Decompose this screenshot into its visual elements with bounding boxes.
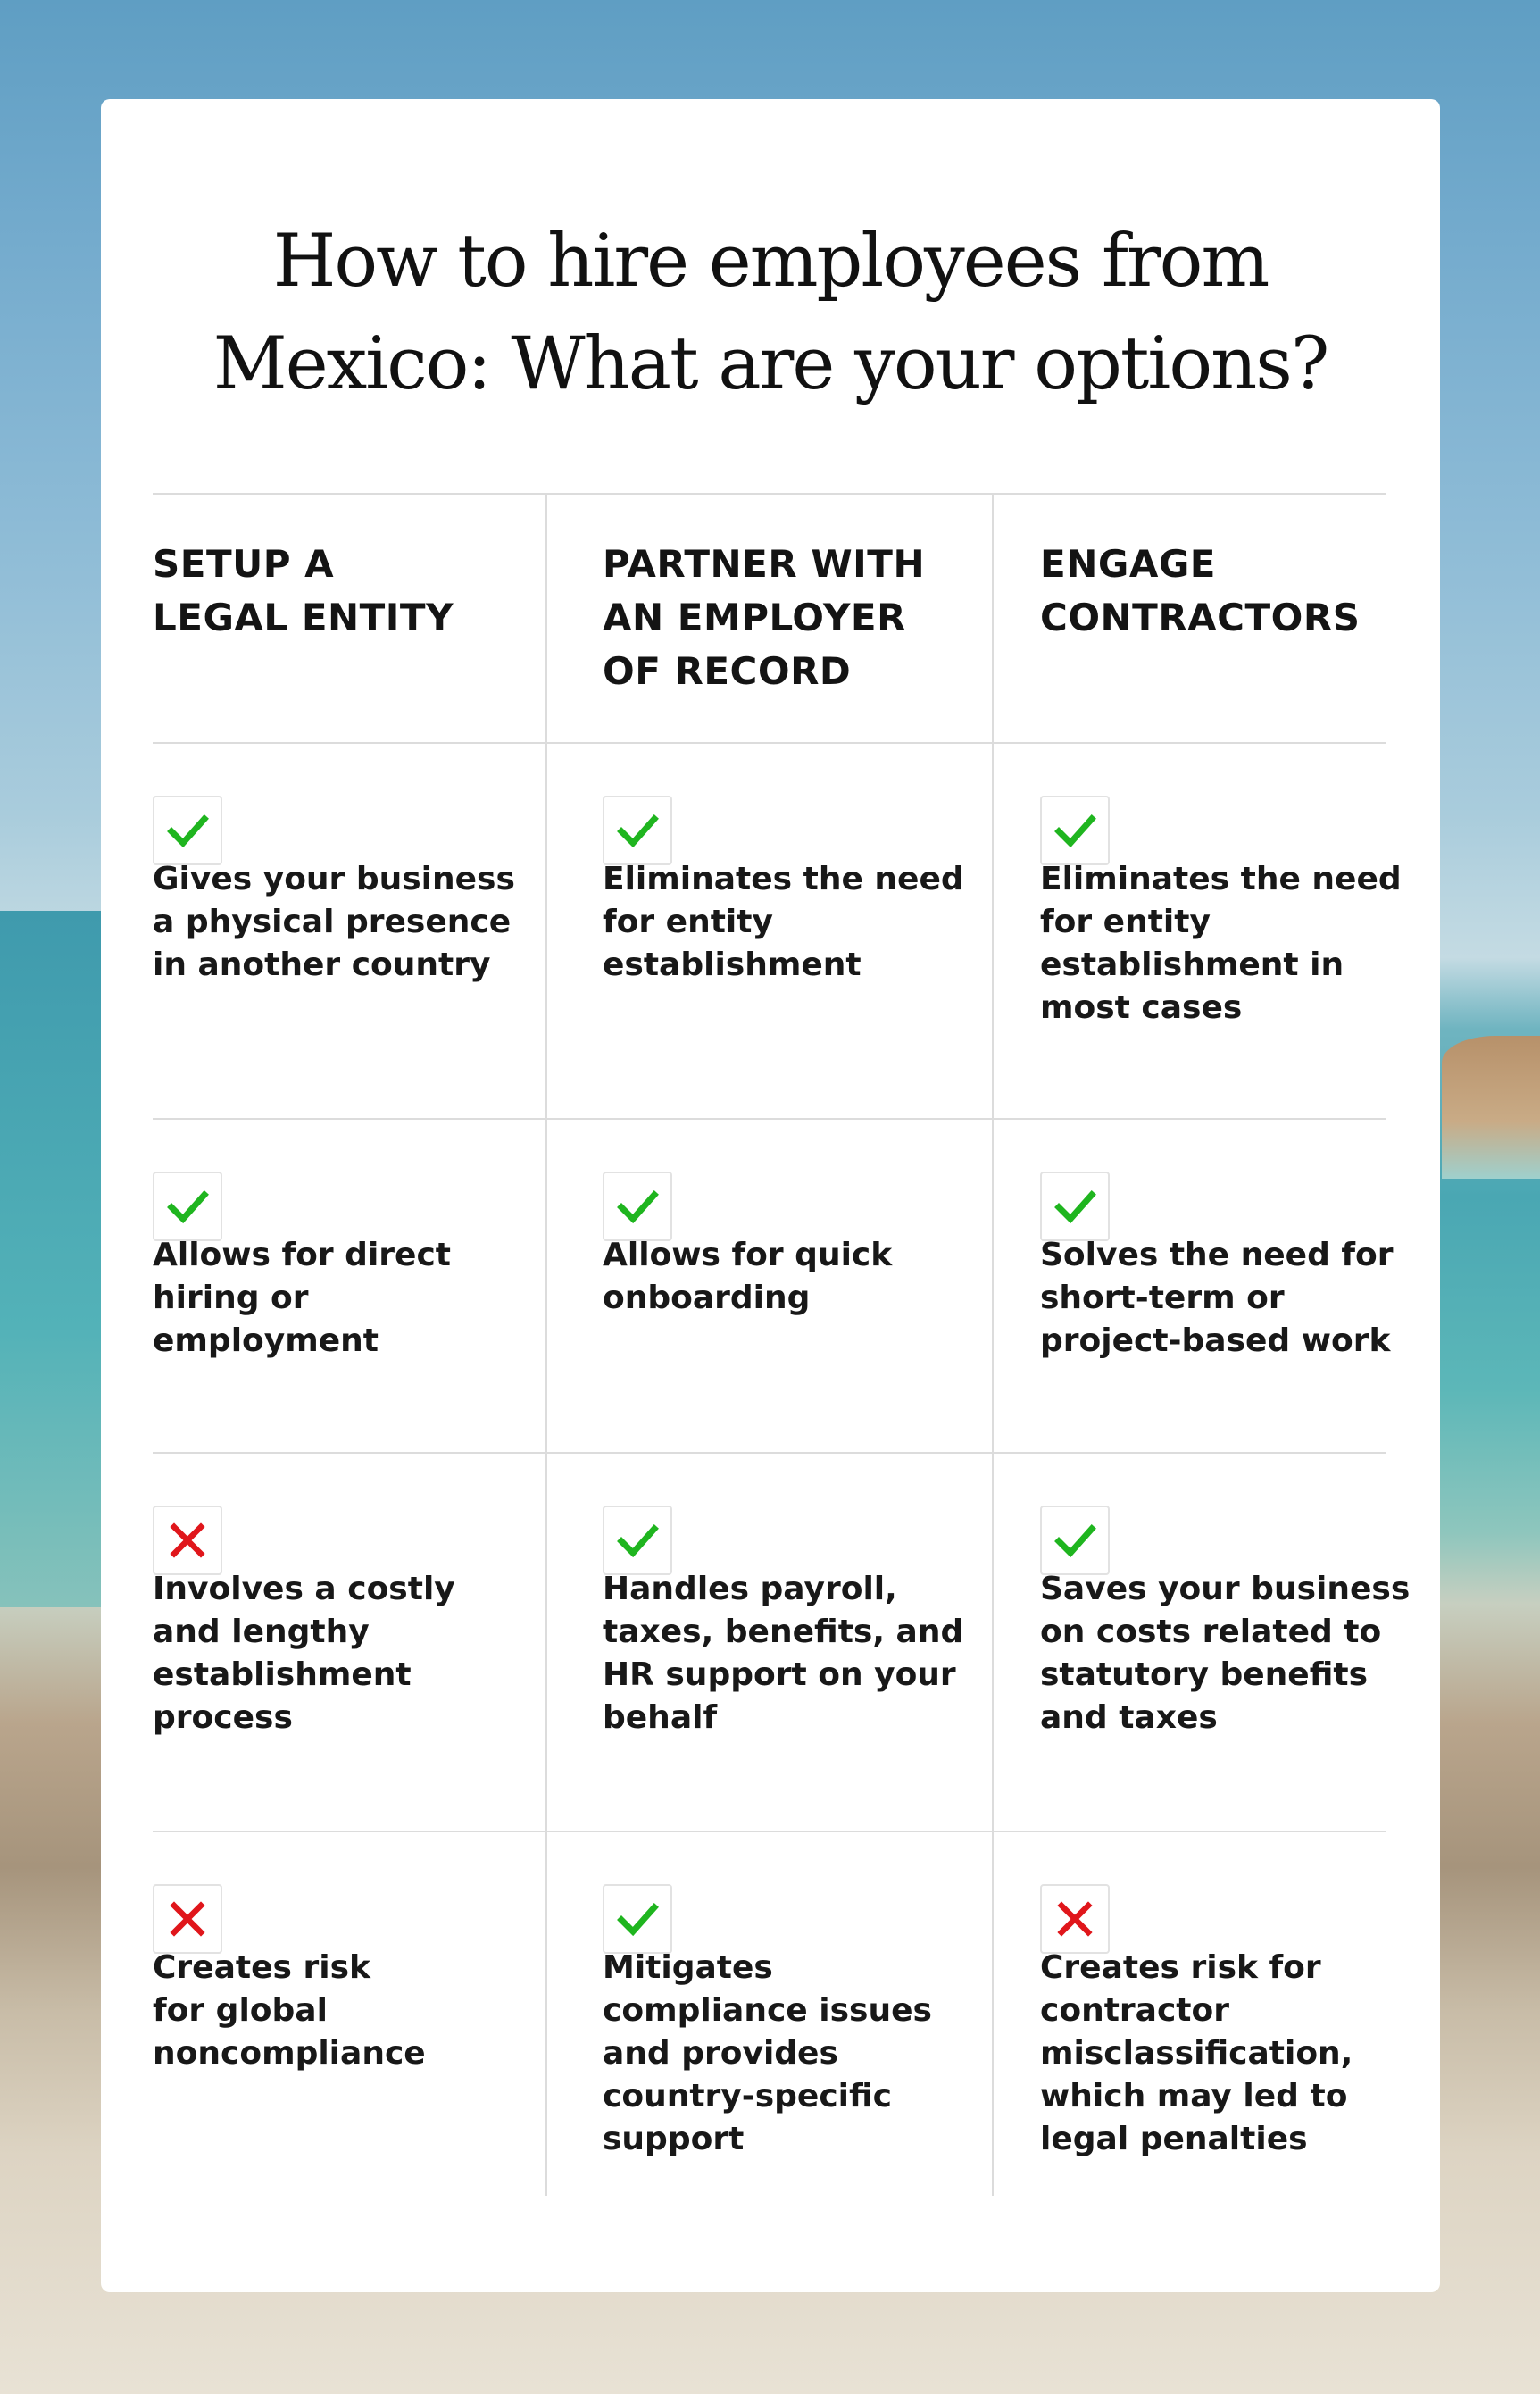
cell-text — [1040, 1234, 1394, 1363]
check-icon — [1040, 1172, 1110, 1241]
column-heading — [603, 538, 925, 698]
cell-text — [1040, 1568, 1411, 1739]
cell-text-line: country-specific — [603, 2078, 893, 2115]
cell-text-line: noncompliance — [153, 2035, 426, 2072]
cell-text-line: Creates risk — [153, 1949, 370, 1986]
cell-text-line: establishment — [603, 947, 862, 983]
cell-text-line: Saves your business — [1040, 1571, 1411, 1607]
cell-text-line: for entity — [1040, 904, 1211, 940]
cell-text-line: for global — [153, 1992, 328, 2029]
cell-text-line: support — [603, 2121, 745, 2157]
cell-text — [153, 1947, 501, 2075]
background-sea — [0, 911, 107, 1607]
column-heading-line: SETUP A — [153, 542, 335, 586]
cell-text — [603, 1234, 951, 1320]
cell-text-line: Mitigates — [603, 1949, 773, 1986]
title-line: Mexico: What are your options? — [212, 322, 1328, 406]
cell-text-line: Involves a costly — [153, 1571, 455, 1607]
title-line: How to hire employees from — [272, 220, 1269, 304]
cell-text-line: on costs related to — [1040, 1614, 1382, 1650]
cell-text — [603, 1568, 964, 1739]
check-icon — [603, 1172, 672, 1241]
check-icon — [603, 1884, 672, 1954]
cell-text — [1040, 1947, 1388, 2161]
cell-text-line: Eliminates the need — [603, 861, 964, 897]
column-heading-line: PARTNER WITH — [603, 542, 926, 586]
row-divider — [153, 742, 1386, 744]
cell-text-line: project-based work — [1040, 1322, 1391, 1359]
cross-icon — [153, 1884, 222, 1954]
cell-text-line: employment — [153, 1322, 379, 1359]
cell-text — [603, 1947, 951, 2161]
check-icon — [153, 796, 222, 865]
cell-text-line: for entity — [603, 904, 773, 940]
cell-text-line: legal penalties — [1040, 2121, 1308, 2157]
cell-text-line: in another country — [153, 947, 491, 983]
cell-text-line: a physical presence — [153, 904, 512, 940]
check-icon — [1040, 1506, 1110, 1575]
check-icon — [153, 1172, 222, 1241]
cell-text-line: contractor — [1040, 1992, 1229, 2029]
column-heading-line: ENGAGE — [1040, 542, 1216, 586]
cell-text-line: Allows for quick — [603, 1237, 893, 1273]
cell-text-line: which may led to — [1040, 2078, 1348, 2115]
column-divider — [545, 493, 547, 2196]
column-heading — [153, 538, 454, 645]
cross-icon — [1040, 1884, 1110, 1954]
cell-text — [153, 1568, 501, 1739]
cell-text-line: process — [153, 1699, 293, 1736]
cell-text-line: misclassification, — [1040, 2035, 1353, 2072]
cell-text-line: statutory benefits — [1040, 1656, 1369, 1693]
cell-text-line: HR support on your — [603, 1656, 956, 1693]
cell-text-line: compliance issues — [603, 1992, 932, 2029]
page-title — [101, 211, 1440, 416]
cell-text-line: Eliminates the need — [1040, 861, 1402, 897]
check-icon — [603, 1506, 672, 1575]
cell-text-line: and lengthy — [153, 1614, 370, 1650]
cell-text-line: and provides — [603, 2035, 838, 2072]
cell-text — [603, 858, 964, 987]
cell-text-line: short-term or — [1040, 1280, 1285, 1316]
cell-text-line: establishment — [153, 1656, 412, 1693]
infographic-card — [101, 99, 1440, 2292]
cell-text-line: and taxes — [1040, 1699, 1218, 1736]
row-divider — [153, 1452, 1386, 1454]
column-heading — [1040, 538, 1360, 645]
cell-text — [153, 1234, 501, 1363]
cell-text-line: taxes, benefits, and — [603, 1614, 964, 1650]
column-heading-line: AN EMPLOYER — [603, 596, 906, 639]
cell-text-line: most cases — [1040, 989, 1243, 1026]
column-heading-line: OF RECORD — [603, 649, 852, 693]
cell-text-line: Creates risk for — [1040, 1949, 1321, 1986]
cell-text — [1040, 858, 1402, 1030]
column-heading-line: LEGAL ENTITY — [153, 596, 454, 639]
background-land — [1442, 1036, 1540, 1179]
comparison-table — [153, 493, 1411, 2196]
cell-text-line: Gives your business — [153, 861, 515, 897]
column-heading-line: CONTRACTORS — [1040, 596, 1361, 639]
row-divider — [153, 493, 1386, 495]
cell-text-line: establishment in — [1040, 947, 1344, 983]
cross-icon — [153, 1506, 222, 1575]
cell-text-line: onboarding — [603, 1280, 811, 1316]
cell-text-line: Handles payroll, — [603, 1571, 897, 1607]
cell-text — [153, 858, 515, 987]
check-icon — [1040, 796, 1110, 865]
cell-text-line: Solves the need for — [1040, 1237, 1394, 1273]
cell-text-line: hiring or — [153, 1280, 309, 1316]
check-icon — [603, 796, 672, 865]
column-divider — [992, 493, 994, 2196]
cell-text-line: behalf — [603, 1699, 718, 1736]
row-divider — [153, 1831, 1386, 1832]
cell-text-line: Allows for direct — [153, 1237, 452, 1273]
row-divider — [153, 1118, 1386, 1120]
